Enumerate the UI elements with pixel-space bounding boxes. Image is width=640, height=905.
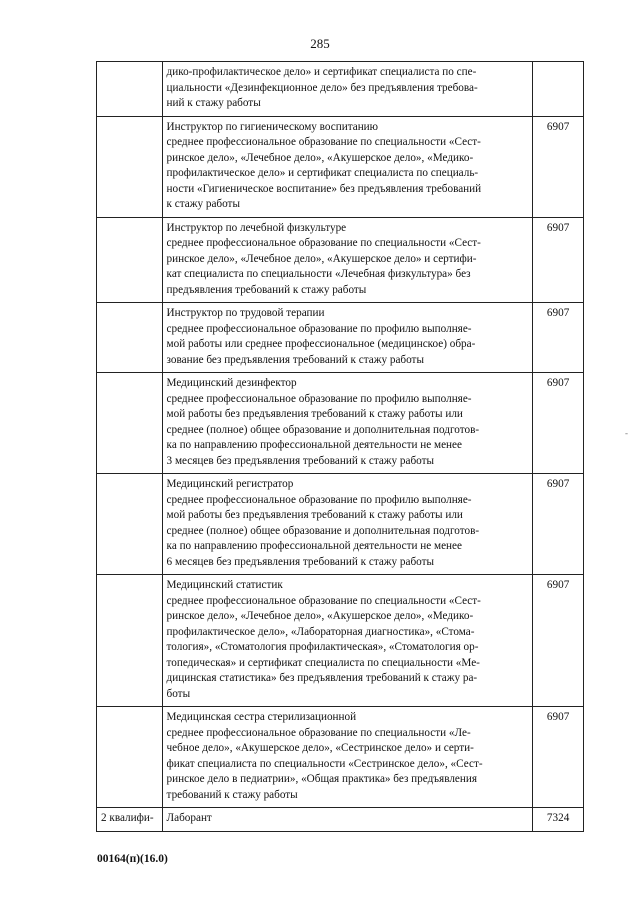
salary-cell: 7324 [533, 808, 584, 832]
position-description-cell [162, 116, 533, 217]
position-description-cell [162, 707, 533, 808]
description-line: среднее профессиональное образование по специальности «Сест- [166, 136, 481, 148]
table-row [97, 373, 584, 474]
description-line: к стажу работы [166, 198, 240, 210]
description-line: дико-профилактическое дело» и сертификат специалиста по спе- [166, 66, 477, 78]
description-line: топедическая» и сертификат специалиста по специальности «Ме- [166, 656, 480, 669]
qualification-level-cell [97, 116, 163, 217]
description-line: мой работы без предъявления требований к стажу работы или [166, 509, 463, 521]
document-code: 00164(п)(16.0) [97, 853, 168, 865]
salary-cell [533, 62, 584, 117]
qualification-level-cell [97, 474, 163, 575]
description-line: боты [166, 687, 191, 700]
description-line: профилактическое дело», «Лабораторная диагностика», «Стома- [166, 625, 475, 638]
description-line: профилактическое дело» и сертификат специалиста по специаль- [166, 167, 479, 179]
description-line: 3 месяцев без предъявления требований к стажу работы [166, 454, 435, 467]
description-line: дицинская статистика» без предъявления требований к стажу ра- [166, 672, 478, 684]
description-line: среднее профессиональное образование по специальности «Сест- [166, 594, 481, 607]
description-line: Медицинская сестра стерилизационной [166, 711, 357, 723]
table-row [97, 474, 584, 575]
qualification-level-cell: 2 квалифи- [97, 808, 163, 832]
qualification-level-cell [97, 303, 163, 373]
description-line: ринское дело», «Лечебное дело», «Акушерское дело» и сертифи- [166, 252, 477, 265]
table-row [97, 116, 584, 217]
table-body [97, 62, 584, 832]
description-line: Медицинский регистратор [166, 478, 294, 490]
position-description-cell [162, 217, 533, 303]
description-line: ка по направлению профессиональной деятельности не менее [166, 439, 462, 451]
qualification-level-cell [97, 373, 163, 474]
description-line: среднее профессиональное образование по профилю выполняе- [166, 392, 472, 405]
description-line: Инструктор по лечебной физкультуре [166, 221, 347, 234]
description-line: мой работы или среднее профессиональное (медицинское) обра- [166, 338, 476, 350]
salary-cell: 6907 [533, 303, 584, 373]
description-line: среднее профессиональное образование по профилю выполняе- [166, 493, 472, 506]
qualification-level-cell [97, 217, 163, 303]
table-row [97, 62, 584, 117]
description-line: Медицинский дезинфектор [166, 377, 297, 389]
position-description-cell [162, 808, 533, 832]
salary-cell: 6907 [533, 116, 584, 217]
description-line: Инструктор по трудовой терапии [166, 307, 325, 319]
page-number: 285 [310, 36, 330, 51]
margin-mark: - [625, 428, 628, 438]
description-line: Медицинский статистик [166, 579, 283, 591]
table-row [97, 575, 584, 707]
qualification-level-cell [97, 62, 163, 117]
description-line: ка по направлению профессиональной деятельности не менее [166, 540, 462, 552]
salary-cell: 6907 [533, 575, 584, 707]
position-description-cell [162, 62, 533, 117]
description-line: ринское дело», «Лечебное дело», «Акушерское дело», «Медико- [166, 610, 474, 622]
description-line: предъявления требований к стажу работы [166, 283, 367, 296]
description-line: чебное дело», «Акушерское дело», «Сестринское дело» и серти- [166, 742, 474, 754]
position-description-cell [162, 373, 533, 474]
description-line: среднее (полное) общее образование и дополнительная подготов- [166, 423, 480, 436]
table-row [97, 303, 584, 373]
qualification-table [96, 61, 584, 832]
description-line: фикат специалиста по специальности «Сестринское дело», «Сест- [166, 757, 483, 770]
description-line: ний к стажу работы [166, 97, 261, 109]
position-description-cell [162, 474, 533, 575]
description-line: Инструктор по гигиеническому воспитанию [166, 120, 379, 133]
table-row [97, 707, 584, 808]
salary-cell: 6907 [533, 217, 584, 303]
qualification-level-cell [97, 707, 163, 808]
salary-cell: 6907 [533, 707, 584, 808]
description-line: требований к стажу работы [166, 788, 298, 801]
description-line: зование без предъявления требований к стажу работы [166, 353, 424, 366]
description-line: циальности «Дезинфекционное дело» без предъявления требова- [166, 81, 478, 94]
salary-cell: 6907 [533, 373, 584, 474]
table-row [97, 217, 584, 303]
qualification-level-cell [97, 575, 163, 707]
description-line: ринское дело», «Лечебное дело», «Акушерское дело», «Медико- [166, 151, 474, 164]
description-line: среднее (полное) общее образование и дополнительная подготов- [166, 524, 480, 537]
table-row [97, 808, 584, 832]
description-line: среднее профессиональное образование по профилю выполняе- [166, 322, 472, 335]
position-description-cell [162, 303, 533, 373]
description-line: 6 месяцев без предъявления требований к стажу работы [166, 555, 435, 568]
salary-cell: 6907 [533, 474, 584, 575]
description-line: мой работы без предъявления требований к стажу работы или [166, 408, 463, 420]
description-line: среднее профессиональное образование по специальности «Ле- [166, 726, 471, 739]
description-line: Лаборант [166, 812, 212, 824]
description-line: среднее профессиональное образование по специальности «Сест- [166, 237, 481, 249]
description-line: кат специалиста по специальности «Лечебная физкультура» без [166, 268, 471, 280]
description-line: ринское дело в педиатрии», «Общая практика» без предъявления [166, 773, 477, 785]
description-line: ности «Гигиеническое воспитание» без предъявления требований [166, 182, 482, 195]
description-line: тология», «Стоматология профилактическая», «Стоматология ор- [166, 641, 479, 653]
position-description-cell [162, 575, 533, 707]
